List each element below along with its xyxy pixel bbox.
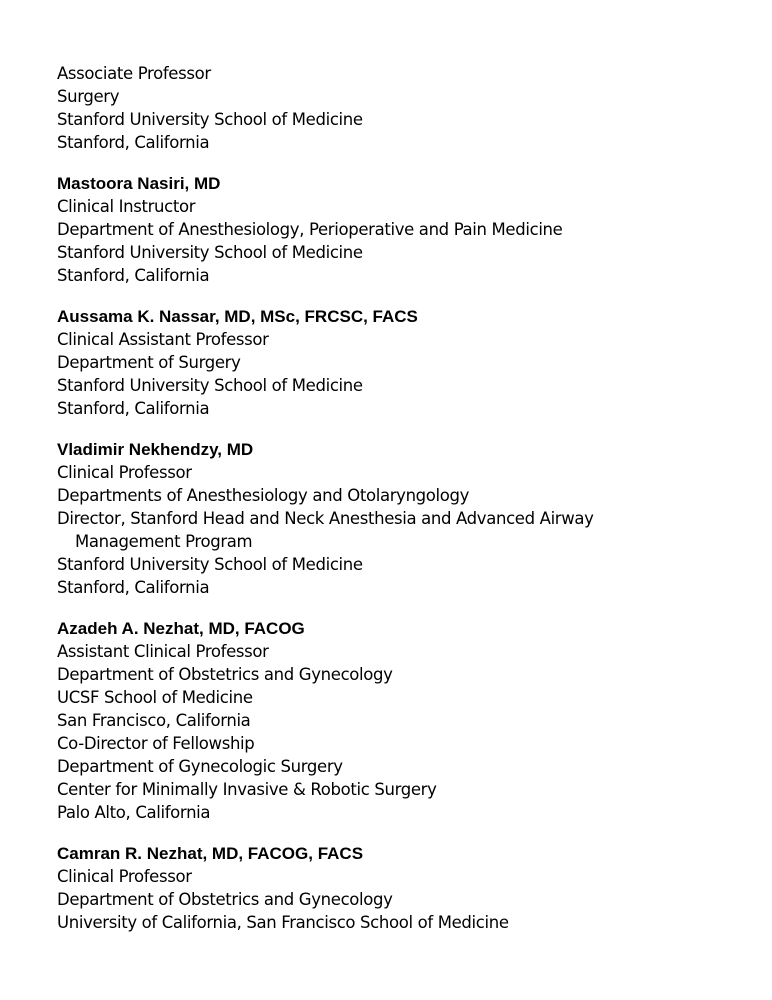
faculty-detail-line: Stanford University School of Medicine [57,555,363,574]
faculty-detail-line: Clinical Professor [57,463,192,482]
faculty-detail-line: Co-Director of Fellowship [57,734,255,753]
faculty-detail-line: Assistant Clinical Professor [57,642,269,661]
faculty-name: Camran R. Nezhat, MD, FACOG, FACS [57,844,364,863]
faculty-detail-line: Stanford, California [57,133,210,152]
faculty-detail-line: Stanford, California [57,399,210,418]
faculty-detail-line: Clinical Assistant Professor [57,330,269,349]
faculty-detail-line: Clinical Instructor [57,197,196,216]
faculty-list [57,62,757,952]
faculty-entry [57,438,757,599]
faculty-name: Vladimir Nekhendzy, MD [57,440,254,459]
faculty-name: Mastoora Nasiri, MD [57,174,221,193]
faculty-detail-line: Stanford University School of Medicine [57,110,363,129]
faculty-entry [57,842,757,934]
faculty-detail-line: Departments of Anesthesiology and Otolaryngology [57,486,470,505]
faculty-detail-line: Surgery [57,87,120,106]
faculty-detail-line: Department of Gynecologic Surgery [57,757,343,776]
faculty-detail-line: UCSF School of Medicine [57,688,253,707]
faculty-entry [57,62,757,154]
faculty-detail-line: San Francisco, California [57,711,251,730]
faculty-name: Aussama K. Nassar, MD, MSc, FRCSC, FACS [57,307,418,326]
faculty-detail-line: Management Program [75,532,253,551]
faculty-detail-line: Stanford University School of Medicine [57,376,363,395]
faculty-detail-line: Stanford University School of Medicine [57,243,363,262]
faculty-detail-line: Department of Obstetrics and Gynecology [57,890,393,909]
faculty-entry [57,305,757,420]
faculty-detail-line: Stanford, California [57,578,210,597]
faculty-detail-line: Stanford, California [57,266,210,285]
faculty-detail-line: University of California, San Francisco School of Medicine [57,913,509,932]
faculty-detail-line: Associate Professor [57,64,211,83]
faculty-entry [57,617,757,824]
faculty-detail-line: Director, Stanford Head and Neck Anesthesia and Advanced Airway [57,509,594,528]
faculty-entry [57,172,757,287]
faculty-detail-line: Department of Anesthesiology, Perioperative and Pain Medicine [57,220,563,239]
faculty-name: Azadeh A. Nezhat, MD, FACOG [57,619,305,638]
faculty-detail-line: Department of Obstetrics and Gynecology [57,665,393,684]
faculty-detail-line: Clinical Professor [57,867,192,886]
faculty-detail-line: Department of Surgery [57,353,241,372]
faculty-detail-line: Center for Minimally Invasive & Robotic Surgery [57,780,437,799]
faculty-detail-line: Palo Alto, California [57,803,211,822]
